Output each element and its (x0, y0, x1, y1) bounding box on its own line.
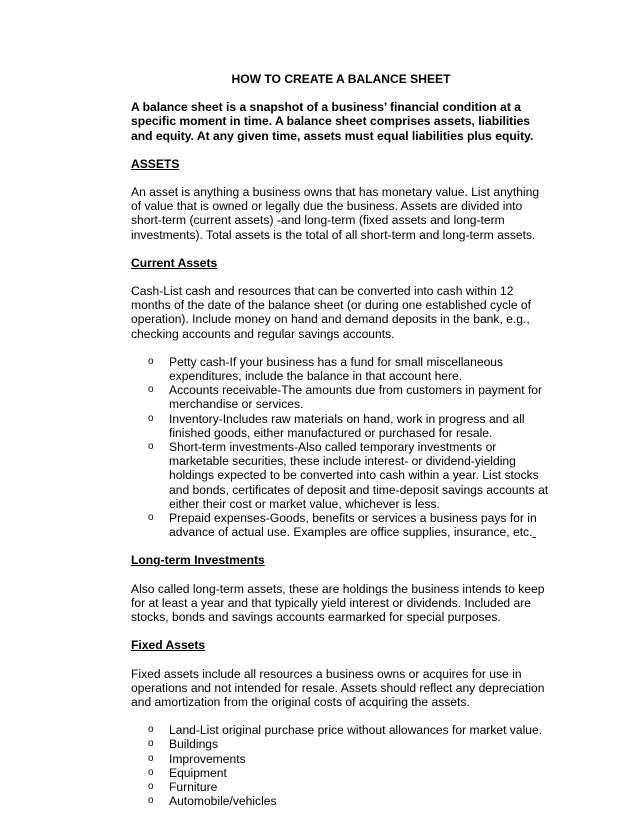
fixed-assets-list (131, 723, 551, 808)
list-item (131, 723, 551, 737)
list-item (131, 794, 551, 808)
document-page (131, 72, 551, 822)
bullet-icon: o (148, 752, 154, 764)
fixed-assets-paragraph: Fixed assets include all resources a business owns or acquires for use in operations and not intended for resale. Assets should reflect any depreciation and amortization from the original costs of acquiring the assets. (131, 666, 545, 709)
bullet-icon: o (148, 384, 154, 396)
list-item-text: Petty cash-If your business has a fund for small miscellaneous expenditures, include the balance in that account here. (169, 354, 504, 384)
list-item (131, 752, 551, 766)
long-term-investments-paragraph: Also called long-term assets, these are holdings the business intends to keep for at least a year and that typically yield interest or dividends. Included are stocks, bonds and savings accounts earmarked for special purposes. (131, 581, 545, 625)
list-item (131, 511, 551, 539)
bullet-icon: o (148, 441, 154, 453)
current-assets-paragraph: Cash-List cash and resources that can be converted into cash within 12 months of the date of the balance sheet (or during one established cycle of operation). Include money on hand and demand deposits in the bank, e.g., checking accounts and regular savings accounts. (131, 284, 532, 341)
list-item (131, 780, 551, 794)
list-item (131, 355, 551, 383)
bullet-icon: o (148, 738, 154, 750)
document-title: HOW TO CREATE A BALANCE SHEET (231, 72, 451, 86)
list-item (131, 383, 551, 411)
list-item (131, 440, 551, 511)
list-item-text: Short-term investments-Also called temporary investments or marketable securities, these include interest- or dividend-yielding holdings expected to be converted into cash within a year. List stocks and bonds, certificates of deposit and time-deposit savings accounts at either their cost or market value, whichever is less. (169, 440, 549, 511)
long-term-investments-heading: Long-term Investments (131, 553, 265, 568)
assets-paragraph: An asset is anything a business owns that has monetary value. List anything of value that is owned or legally due the business. Assets are divided into short-term (current assets) -and long-term (fixed assets and long-term investments). Total assets is the total of all short-term and long-term assets. (131, 185, 540, 242)
list-item-text: Equipment (169, 765, 227, 780)
list-item-text: Land-List original purchase price without allowances for market value. (169, 723, 543, 738)
list-item (131, 412, 551, 440)
list-item-text: Furniture (169, 779, 218, 794)
bullet-icon: o (148, 780, 154, 792)
assets-heading: ASSETS (131, 156, 180, 171)
list-item-text: Buildings (169, 737, 219, 752)
list-item-text: Prepaid expenses-Goods, benefits or services a business pays for in advance of actual use. Examples are office supplies, insurance, etc. (169, 511, 537, 540)
current-assets-heading: Current Assets (131, 255, 218, 270)
list-item-text: Improvements (169, 751, 246, 766)
fixed-assets-heading: Fixed Assets (131, 638, 206, 653)
list-item (131, 737, 551, 751)
bullet-icon: o (148, 355, 154, 367)
list-item-text: Inventory-Includes raw materials on hand, work in progress and all finished goods, either manufactured or purchased for resale. (169, 411, 525, 440)
list-item-text: Automobile/vehicles (169, 794, 277, 809)
list-item (131, 766, 551, 780)
bullet-icon: o (148, 795, 154, 807)
intro-paragraph: A balance sheet is a snapshot of a business’ financial condition at a specific moment in time. A balance sheet comprises assets, liabilities and equity. At any given time, assets must equal liabilities plus equity. (131, 100, 534, 143)
bullet-icon: o (148, 512, 154, 524)
bullet-icon: o (148, 724, 154, 736)
bullet-icon: o (148, 766, 154, 778)
trailing-underline (532, 525, 535, 539)
list-item-text: Accounts receivable-The amounts due from customers in payment for merchandise or services. (169, 383, 543, 412)
current-assets-list (131, 355, 551, 540)
bullet-icon: o (148, 412, 154, 424)
